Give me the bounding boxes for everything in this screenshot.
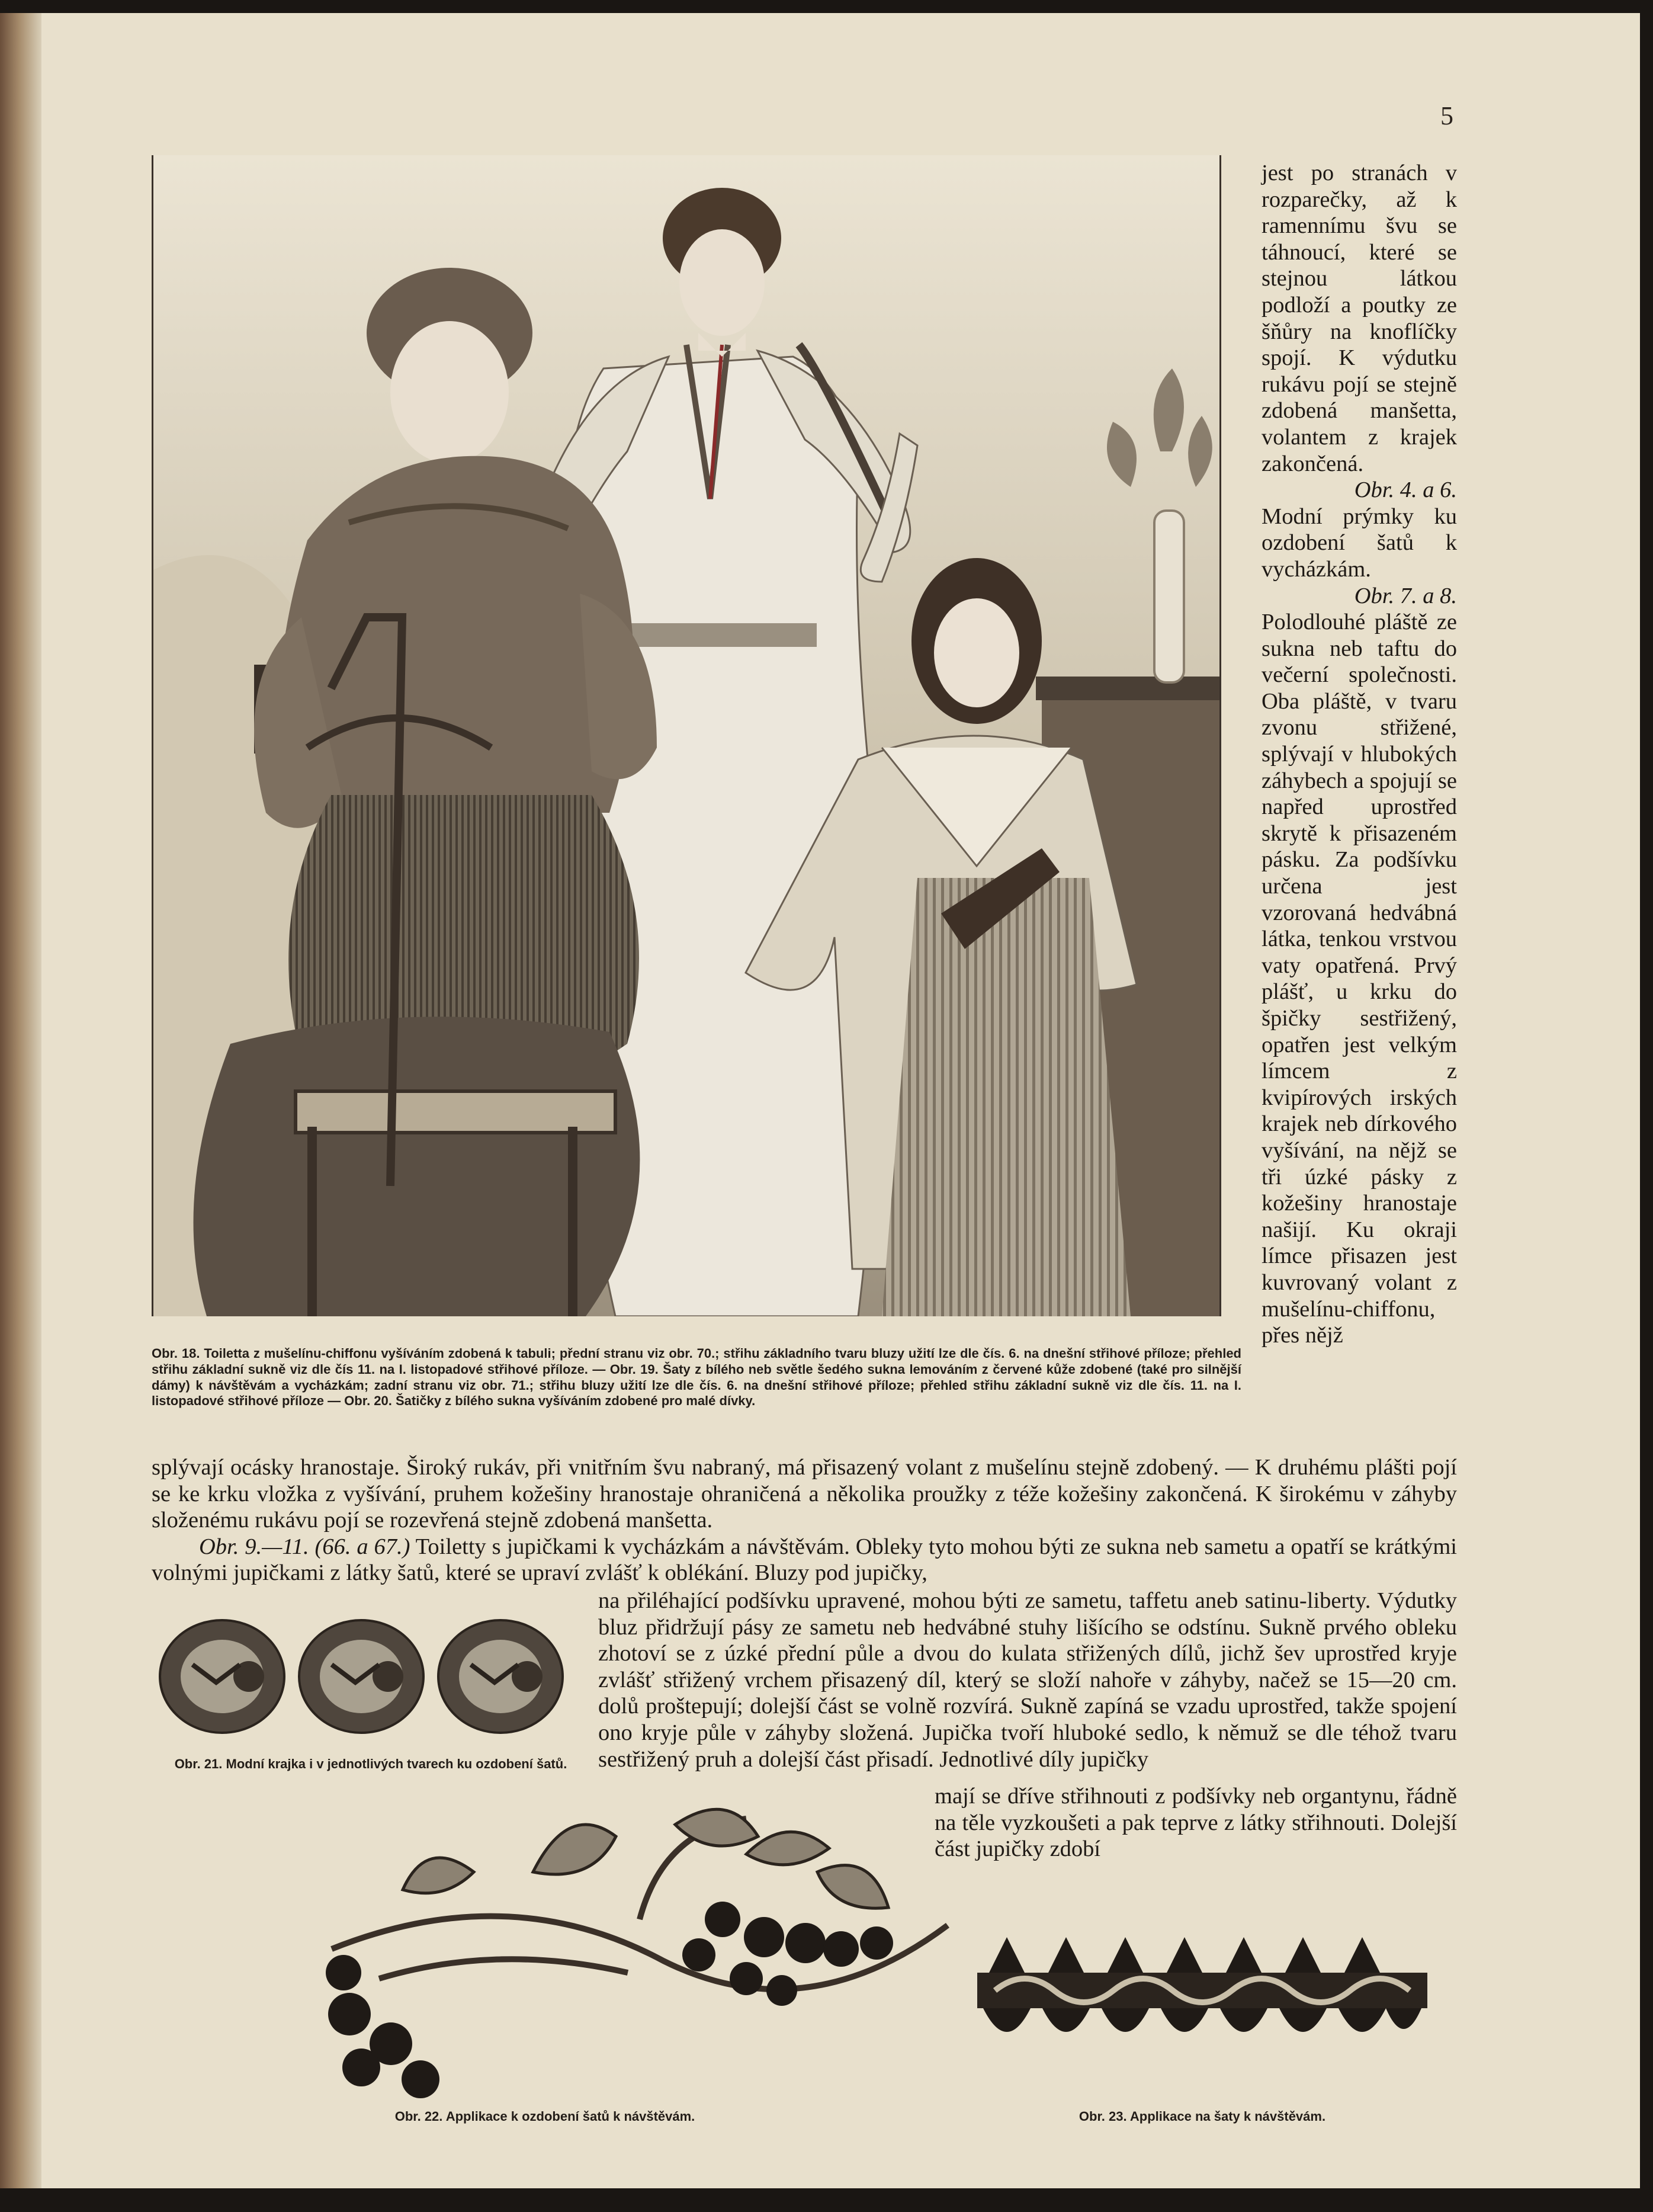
figure-caption-18-20: Obr. 18. Toiletta z mušelínu-chiffonu vyšíváním zdobená k tabuli; přední stranu viz obr. 70.; střihu základního tvaru bluzy užití lze dle čís. 6. na dnešní střihové příloze; přehled střihu základní sukně viz dle čís 11. na I. listopadové střihové příloze. — Obr. 19. Šaty z bílého neb světle šedého sukna lemováním z červené kůže zdobené (také pro silnější dámy) k návštěvám a vycházkám; zadní stranu viz obr. 71.; střihu bluzy užití lze dle čís. 6. na dnešní střihové příloze; přehled střihu základní sukně viz dle čís. 11. na I. listopadové střihové příloze — Obr. 20. Šatičky z bílého sukna vyšíváním zdobené pro malé dívky. (152, 1346, 1241, 1409)
paragraph: splývají ocásky hranostaje. Široký rukáv, při vnitřním švu nabraný, má přisazený volant z mušelínu stejně zdobený. — K druhému plášti pojí se ke krku vložka z vyšívání, pruhem kožešiny hranostaje ohraničená a několika proužky z téže kožešiny zakončená. K širokému v záhyby složenému rukávu pojí se rozevřená stejně zdobená manšetta. (152, 1455, 1457, 1533)
figure-caption-23: Obr. 23. Applikace na šaty k návštěvám. (1079, 2109, 1326, 2124)
scan-edge (0, 0, 1653, 13)
figure-reference: Obr. 7. a 8. (1354, 583, 1457, 608)
applique-illustration (308, 1801, 959, 2109)
lace-medallions-image (151, 1599, 577, 1753)
applique-image (308, 1801, 959, 2109)
scan-edge (0, 2188, 1653, 2212)
figure-caption-22: Obr. 22. Applikace k ozdobení šatů k návštěvám. (394, 2109, 695, 2124)
paragraph (152, 1534, 1457, 1586)
scan-edge (1640, 0, 1653, 2212)
body-text-end: mají se dříve střihnouti z podšívky neb organtynu, řádně na těle vyzkoušeti a pak teprve z látky střihnouti. Dolejší část jupičky zdobí (935, 1784, 1457, 1862)
lace-medallions-illustration (151, 1599, 577, 1753)
book-spine (0, 0, 41, 2212)
paragraph: Modní prýmky ku ozdobení šatů k vycházkám. (1262, 504, 1457, 582)
paragraph: Polodlouhé pláště ze sukna neb taftu do večerní společnosti. Oba pláště, v tvaru zvonu střižené, splývají v hlubokých záhybech a spojují se napřed uprostřed skrytě k přisazeném pásku. Za podšívku určena jest vzorovaná hedvábná látka, tenkou vrstvou vaty opatřená. Prvý plášť, u krku do špičky sestřižený, opatřen jest velkým límcem z kvipírových irských krajek neb dírkového vyšívání, na nějž se tři úzké pásky z kožešiny hranostaje našijí. Ku okraji límce přisazen jest kuvrovaný volant z mušelínu-chiffonu, přes nějž (1262, 610, 1457, 1348)
fashion-illustration (152, 155, 1221, 1316)
body-text-continued: na přiléhající podšívku upravené, mohou býti ze sametu, taffetu aneb satinu-liberty. Výdutky bluz přidržují pásy ze sametu neb hedvábné stuhy lišícího se odstínu. Sukně prvého obleku zhotoví se z úzké přední půle a dvou do kulata střižených dílů, jichž šev uprostřed kryje zvlášť střižený vrchem přisazený díl, který se složí nahoře v záhyby, načež se 15—20 cm. dolů proštepují; dolejší část se volně rozvírá. Sukně zapíná se vzadu uprostřed, takže spojení ono kryje půle v záhyby složená. Jupička tvoří hluboké sedlo, k němuž se dle téhož tvaru sestřižený pruh a dolejší část přisadí. Jednotlivé díly jupičky (598, 1588, 1457, 1772)
figure-reference: Obr. 4. a 6. (1354, 477, 1457, 503)
right-text-column (1262, 160, 1457, 1349)
body-text (152, 1454, 1457, 1586)
applique-border-image (971, 1902, 1433, 2079)
paragraph: jest po stranách v rozparečky, až k ramennímu švu se táhnoucí, které se stejnou látkou podloží a poutky ze šňůry na knoflíčky spojí. K výdutku rukávu pojí se stejně zdobená manšetta, volantem z krajek zakončená. (1262, 161, 1457, 476)
applique-border-illustration (971, 1902, 1433, 2079)
paragraph-text: Toiletty s jupičkami k vycházkám a návštěvám. Obleky tyto mohou býti ze sukna neb sametu a opatří se krátkými volnými jupičkami z látky šatů, které se upraví zvlášť k oblékání. Bluzy pod jupičky, (152, 1534, 1458, 1586)
figure-reference: Obr. 9.—11. (66. a 67.) (199, 1534, 410, 1559)
figure-caption-21: Obr. 21. Modní krajka i v jednotlivých tvarech ku ozdobení šatů. (174, 1756, 567, 1771)
fashion-plate-image (153, 155, 1219, 1316)
page-number: 5 (1440, 101, 1453, 130)
